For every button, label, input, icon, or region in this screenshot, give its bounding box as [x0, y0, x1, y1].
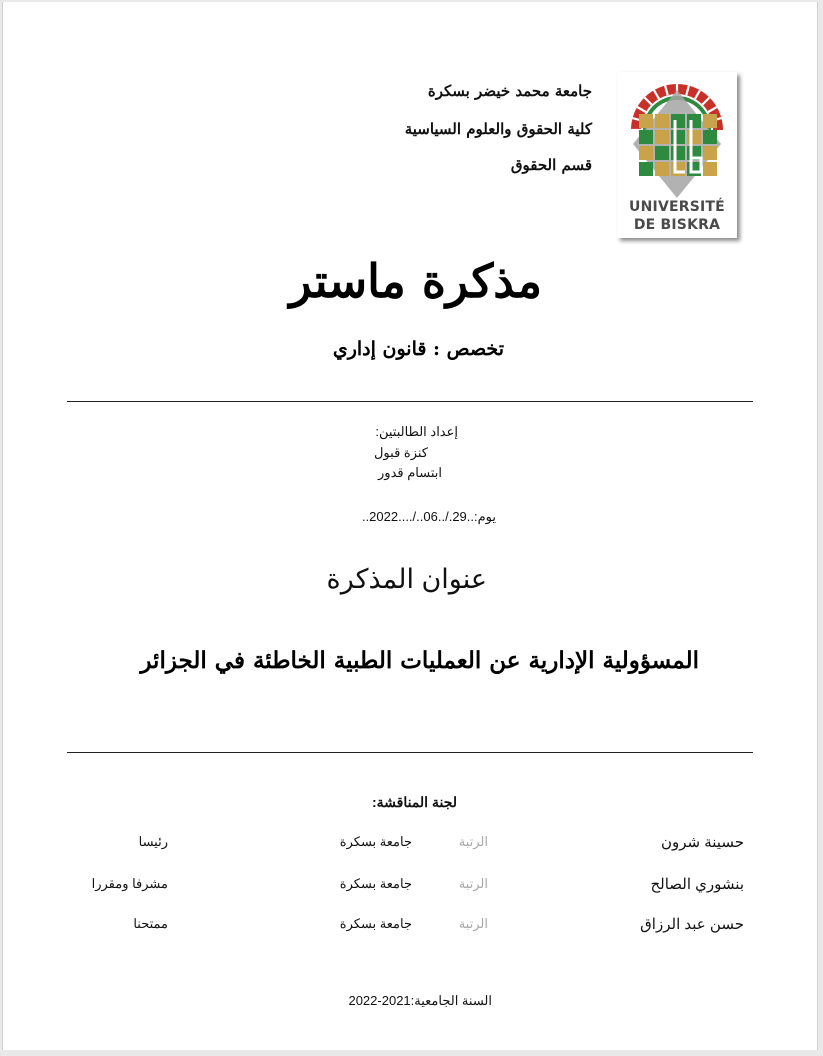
member-name: بنشوري الصالح [650, 876, 744, 893]
member-name: حسن عبد الرزاق [640, 916, 744, 933]
university-logo [617, 72, 737, 238]
member-rank: الرتبة [458, 916, 488, 931]
thesis-title: المسؤولية الإدارية عن العمليات الطبية الخاطئة في الجزائر [140, 647, 699, 674]
member-university: جامعة بسكرة [339, 916, 412, 931]
member-role: مشرفا ومقررا [91, 876, 168, 891]
students-label: إعداد الطالبتين: [375, 424, 458, 439]
member-university: جامعة بسكرة [339, 876, 412, 891]
top-divider [67, 401, 753, 402]
thesis-heading: عنوان المذكرة [326, 564, 487, 594]
member-name: حسينة شرون [660, 834, 744, 851]
defense-date: يوم:..29./..06../....2022.. [361, 509, 496, 524]
logo-text-line1: UNIVERSITÉ [629, 199, 725, 215]
faculty-name: كلية الحقوق والعلوم السياسية [404, 120, 592, 138]
member-role: ممتحنا [133, 916, 168, 931]
member-university: جامعة بسكرة [339, 834, 412, 849]
document-page [2, 2, 818, 1050]
member-rank: الرتبة [458, 876, 488, 891]
academic-year: السنة الجامعية:2021-2022 [348, 993, 492, 1008]
speciality: تخصص : قانون إداري [332, 338, 504, 360]
student-name-2: ابتسام قدور [378, 465, 442, 480]
university-name: جامعة محمد خيضر بسكرة [427, 82, 592, 100]
member-rank: الرتبة [458, 834, 488, 849]
student-name-1: كنزة قبول [373, 445, 428, 460]
department-name: قسم الحقوق [510, 156, 592, 174]
document-title: مذكرة ماستر [289, 254, 542, 308]
committee-title: لجنة المناقشة: [371, 794, 457, 810]
bottom-divider [67, 752, 753, 753]
member-role: رئيسا [138, 834, 168, 849]
logo-text-line2: DE BISKRA [633, 217, 721, 233]
